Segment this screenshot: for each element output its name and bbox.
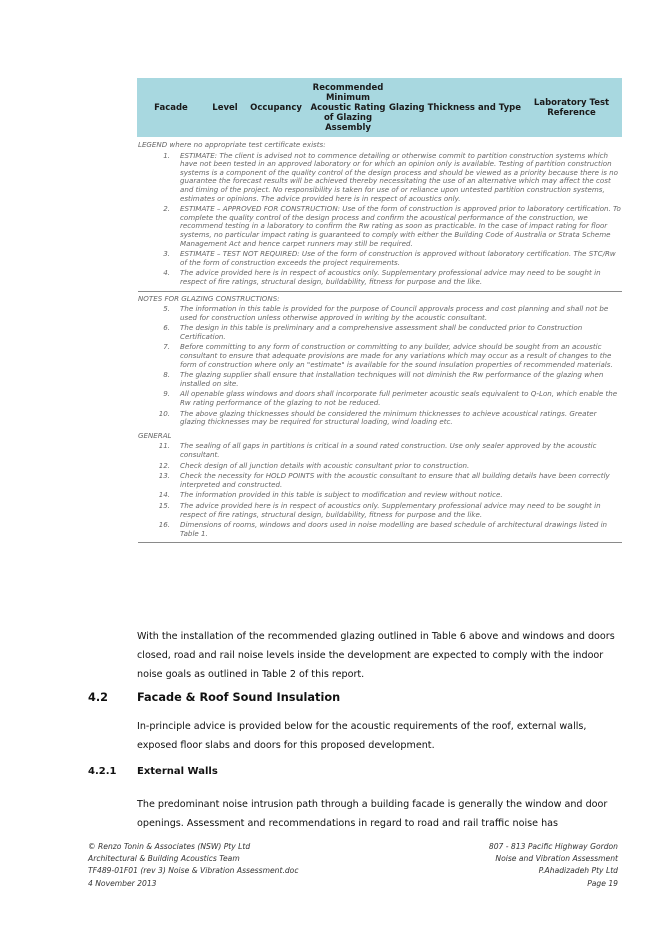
header-level: Level (212, 102, 238, 113)
footer-team: Architectural & Building Acoustics Team (88, 854, 240, 864)
legend-item: 1. ESTIMATE: The client is advised not to commence detailing or otherwise commit to partition construction systems which have not been tested in an approved laboratory or for which an opinion only is available. Testing of partition construction systems is a component of the quality control of the design process and should be viewed as a priority because there is no guarantee the forecast results will be achieved thereby necessitating the use of an alternative which may affect the cost and timing of the project. No responsibility is taken for use of or reliance upon untested partition construction systems, estimates or opinions. The advice provided here is in respect of acoustics only. (163, 150, 619, 203)
glazing-notes-list (138, 305, 622, 427)
body-paragraph: In-principle advice is provided below for the acoustic requirements of the roof, external walls, exposed floor slabs and doors for this proposed development. (137, 721, 587, 751)
body-paragraph: The predominant noise intrusion path through a building facade is generally the window and door openings. Assessment and recommendations in regard to road and rail traffic noise has (137, 799, 608, 829)
glazing-note-item: 6. The design in this table is preliminary and a comprehensive assessment shall be conducted prior to Construction Certification. (163, 323, 583, 341)
general-notes-list (138, 442, 622, 538)
footer-page-number: Page 19 (587, 878, 618, 888)
body-paragraph: With the installation of the recommended glazing outlined in Table 6 above and windows and doors closed, road and rail noise levels inside the development are expected to comply with the indoor noise goals as outlined in Table 2 of this report. (137, 631, 615, 680)
glazing-note-item: 10. The above glazing thicknesses should be considered the minimum thicknesses to achieve acoustical ratings. Greater glazing thicknesses may be required for structural loading, wind loading etc. (158, 408, 597, 427)
legend-title: LEGEND where no appropriate test certificate exists: (138, 140, 326, 149)
legend-item: 3. ESTIMATE – TEST NOT REQUIRED: Use of the form of construction is approved without laboratory certification. The STC/Rw of the form of construction exceeds the project requirements. (163, 249, 616, 267)
section-divider (138, 291, 622, 292)
header-recommended-rating: Recommended Minimum Acoustic Rating of Glazing Assembly (310, 82, 386, 133)
footer-right (489, 841, 618, 890)
header-laboratory-reference: Laboratory Test Reference (533, 97, 610, 118)
section-number: 4.2 (88, 691, 109, 704)
general-note-item: 13. Check the necessity for HOLD POINTS with the acoustic consultant to ensure that all building details have been correctly interpreted and constructed. (158, 471, 610, 489)
general-notes-title: GENERAL (138, 430, 172, 440)
legend-item: 4. The advice provided here is in respect of acoustics only. Supplementary professional advice may need to be sought in respect of fire ratings, structural design, buildability, fitness for purpose and the like. (163, 268, 601, 286)
footer-copyright: © Renzo Tonin & Associates (NSW) Pty Ltd (88, 842, 251, 851)
glazing-table-header (137, 78, 622, 137)
footer-date: 4 November 2013 (88, 878, 157, 888)
general-note-item: 16. Dimensions of rooms, windows and doors used in noise modelling are based schedule of architectural drawings listed in Table 1. (158, 520, 608, 538)
section-heading: Facade & Roof Sound Insulation (137, 691, 341, 704)
glazing-note-item: 9. All openable glass windows and doors shall incorporate full perimeter acoustic seals equivalent to Q-Lon, which enable the Rw rating performance of the glazing to not be reduced. (163, 389, 618, 408)
glazing-note-item: 5. The information in this table is provided for the purpose of Council approvals process and cost planning and shall not be used for construction unless otherwise approved in writing by the acoustic consultant. (163, 304, 609, 322)
table-notes (138, 141, 622, 546)
footer-report-type: Noise and Vibration Assessment (495, 854, 618, 864)
legend-item: 2. ESTIMATE – APPROVED FOR CONSTRUCTION: Use of the form of construction is approved prior to laboratory certification. To complete the quality control of the design process and confirm the acoustical performance of the construction, we recommend testing in a laboratory to confirm the Rw rating as soon as practicable. In the case of impact rating for floor systems, no particular impact rating is guaranteed to comply with either the Building Code of Australia or Strata Scheme Management Act and hence carpet runners may still be required. (163, 204, 621, 248)
general-note-item: 14. The information provided in this table is subject to modification and review without notice. (158, 490, 503, 500)
header-facade: Facade (154, 102, 188, 113)
legend-list (138, 152, 622, 287)
header-occupancy: Occupancy (250, 102, 302, 113)
general-note-item: 12. Check design of all junction details with acoustic consultant prior to construction. (158, 460, 470, 470)
footer-project-address: 807 - 813 Pacific Highway Gordon (488, 842, 618, 851)
subsection-number: 4.2.1 (88, 766, 117, 777)
notes-bottom-rule (138, 542, 622, 543)
footer-left (88, 841, 299, 890)
general-note-item: 11. The sealing of all gaps in partitions is critical in a sound rated construction. Use only sealer approved by the acoustic consultant. (158, 441, 597, 459)
footer-document-ref: TF489-01F01 (rev 3) Noise & Vibration Assessment.doc (88, 866, 299, 876)
glazing-note-item: 7. Before committing to any form of construction or committing to any builder, advice should be sought from an acoustic consultant to ensure that adequate provisions are made for any variations which may occur as a result of changes to the form of construction where only an "estimate" is available for the sound insulation properties of recommended materials. (163, 342, 613, 369)
header-glazing: Glazing Thickness and Type (389, 102, 521, 113)
glazing-note-item: 8. The glazing supplier shall ensure that installation techniques will not diminish the Rw performance of the glazing when installed on site. (163, 370, 604, 388)
footer-client: P.Ahadizadeh Pty Ltd (538, 866, 618, 876)
glazing-notes-title: NOTES FOR GLAZING CONSTRUCTIONS: (138, 293, 280, 303)
subsection-heading: External Walls (137, 766, 218, 777)
general-note-item: 15. The advice provided here is in respect of acoustics only. Supplementary professional advice may need to be sought in respect of fire ratings, structural design, buildability, fitness for purpose and the like. (158, 500, 601, 519)
